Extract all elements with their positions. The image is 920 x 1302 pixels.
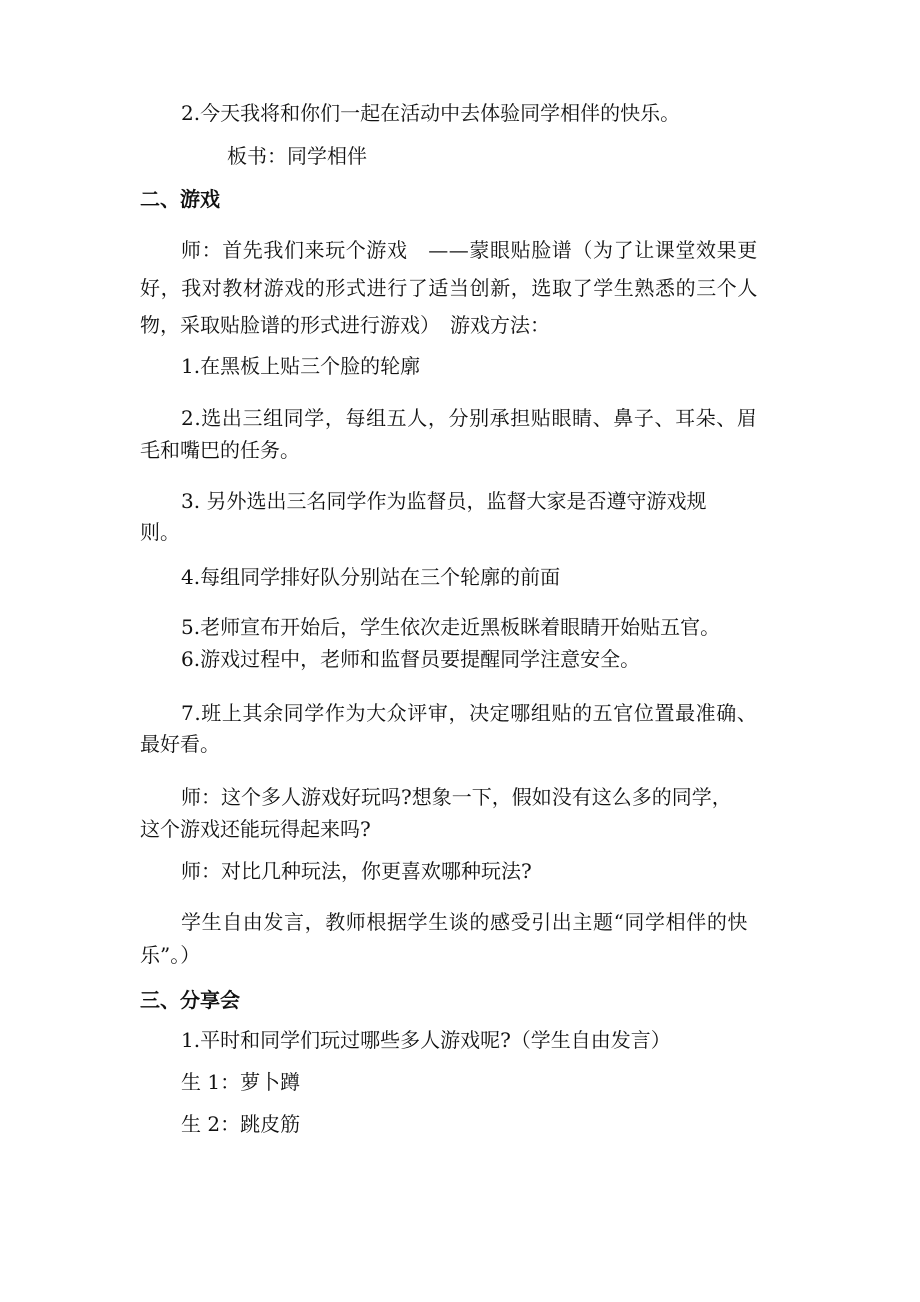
teacher-intro-line-2: 好，我对教材游戏的形式进行了适当创新，选取了学生熟悉的三个人	[140, 276, 758, 300]
rule-3-line-2: 则。	[140, 520, 180, 544]
section-3-heading: 三、分享会	[140, 988, 240, 1012]
rule-2-line-2: 毛和嘴巴的任务。	[140, 438, 300, 462]
intro-item-2: 2.今天我将和你们一起在活动中去体验同学相伴的快乐。	[181, 101, 681, 125]
rule-7-line-2: 最好看。	[140, 732, 220, 756]
student-answer-1: 生 1：萝卜蹲	[181, 1070, 301, 1094]
rule-6: 6.游戏过程中，老师和监督员要提醒同学注意安全。	[181, 647, 641, 671]
board-writing: 板书：同学相伴	[227, 144, 367, 168]
section-2-heading: 二、游戏	[140, 187, 220, 211]
rule-5: 5.老师宣布开始后，学生依次走近黑板眯着眼睛开始贴五官。	[181, 615, 721, 639]
student-speech-line-2: 乐”。）	[140, 943, 201, 967]
rule-4: 4.每组同学排好队分别站在三个轮廓的前面	[181, 565, 561, 589]
student-answer-2: 生 2：跳皮筋	[181, 1112, 301, 1136]
teacher-question-1-line-2: 这个游戏还能玩得起来吗?	[140, 817, 371, 841]
rule-7-line-1: 7.班上其余同学作为大众评审，决定哪组贴的五官位置最准确、	[181, 701, 758, 725]
teacher-intro-line-1: 师：首先我们来玩个游戏 ——蒙眼贴脸谱（为了让课堂效果更	[181, 238, 758, 262]
student-speech-line-1: 学生自由发言，教师根据学生谈的感受引出主题“同学相伴的快	[181, 910, 749, 934]
rule-2-line-1: 2.选出三组同学，每组五人，分别承担贴眼睛、鼻子、耳朵、眉	[181, 406, 758, 430]
teacher-intro-line-3: 物，采取贴脸谱的形式进行游戏） 游戏方法：	[140, 313, 550, 337]
teacher-question-2: 师：对比几种玩法，你更喜欢哪种玩法?	[181, 859, 532, 883]
share-question-1: 1.平时和同学们玩过哪些多人游戏呢?（学生自由发言）	[181, 1028, 671, 1052]
teacher-question-1-line-1: 师：这个多人游戏好玩吗?想象一下，假如没有这么多的同学，	[181, 785, 732, 809]
rule-1: 1.在黑板上贴三个脸的轮廓	[181, 354, 421, 378]
rule-3-line-1: 3. 另外选出三名同学作为监督员，监督大家是否遵守游戏规	[181, 489, 707, 513]
